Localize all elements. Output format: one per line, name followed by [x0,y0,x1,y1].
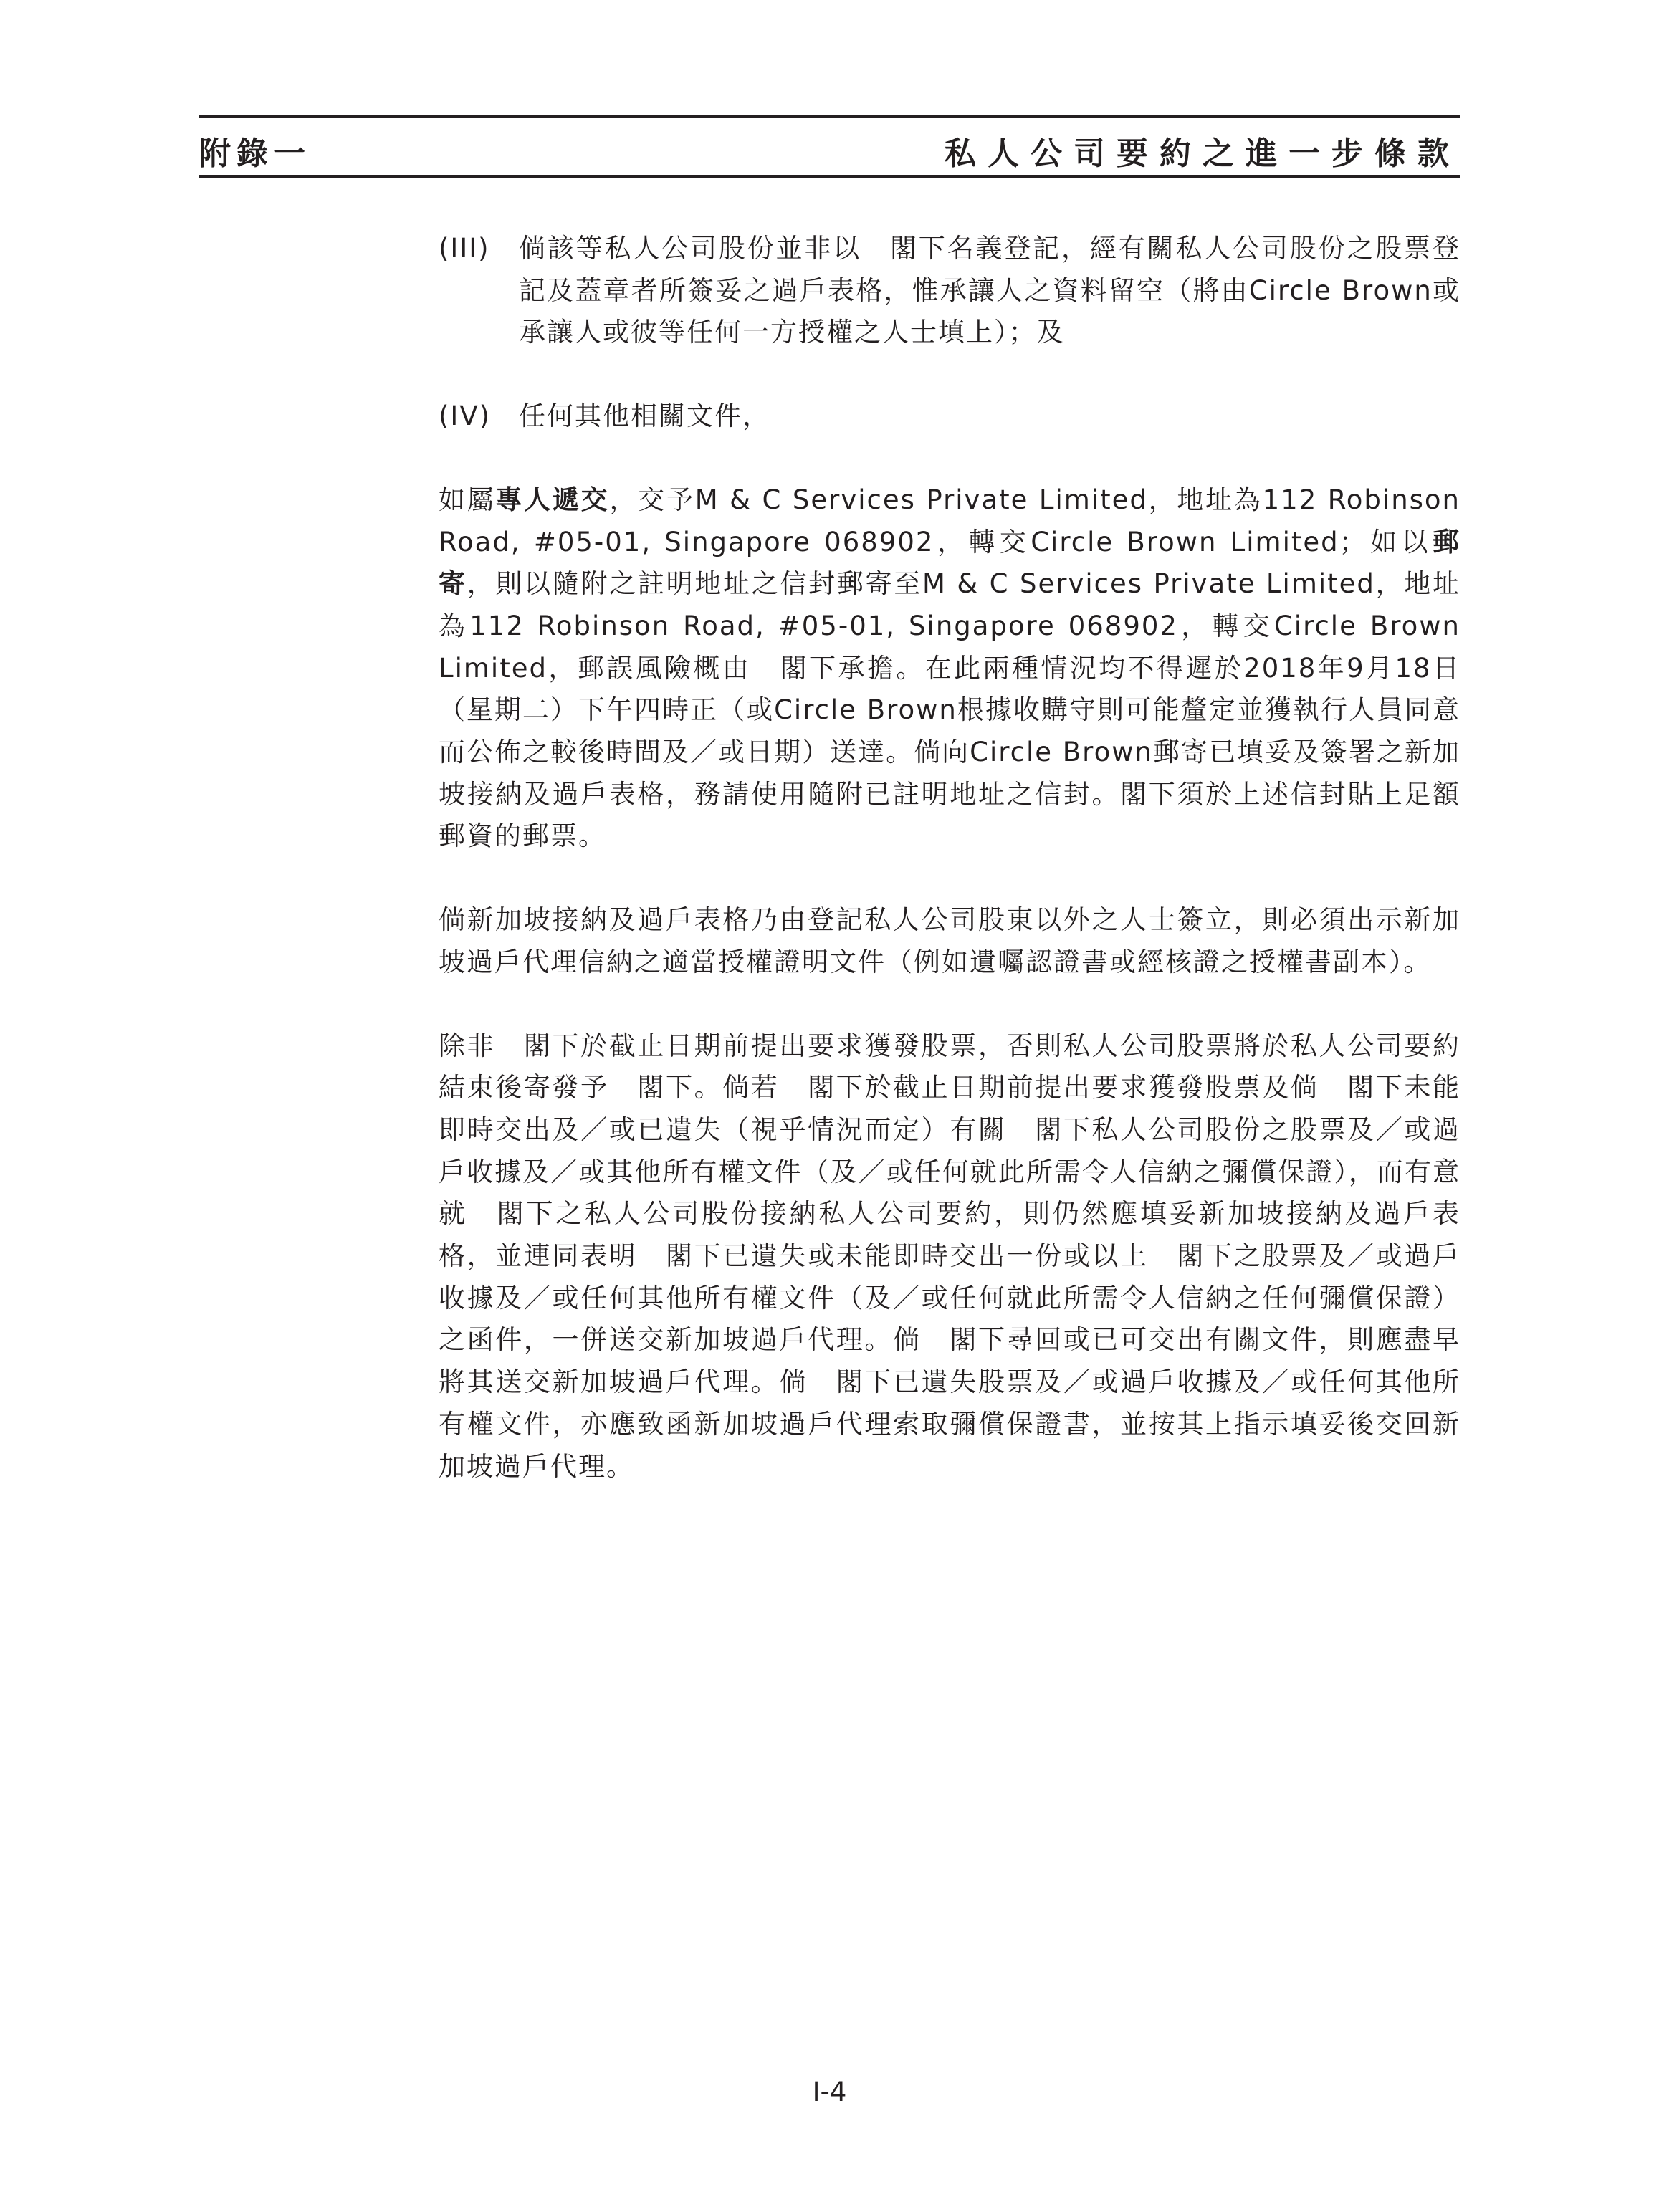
page-header [199,115,1460,178]
list-item [439,396,1460,438]
list-item-number: (III) [439,233,490,264]
bold-term-post: 郵寄 [439,526,1460,600]
authority-paragraph: 倘新加坡接納及過戶表格乃由登記私人公司股東以外之人士簽立，則必須出示新加坡過戶代理信納之適當授權證明文件（例如遺囑認證書或經核證之授權書副本）。 [439,904,1460,977]
bold-term-hand-delivery: 專人遞交 [495,484,610,515]
paragraph-text: ，交予M & C Services Private Limited，地址為112 Robinson Road, #05-01, Singapore 068902，轉交Circle Brown Limited；如以 [439,484,1461,557]
paragraph-text: ，則以隨附之註明地址之信封郵寄至M & C Services Private Limited，地址為112 Robinson Road, #05-01, Singapore 068902，轉交Circle Brown Limited，郵誤風險概由 閣下承擔。在此兩種情況均不得遲於2018年9月18日（星期二）下午四時正（或Circle Brown根據收購守則可能釐定並獲執行人員同意而公佈之較後時間及／或日期）送達。倘向Circle Brown郵寄已填妥及簽署之新加坡接納及過戶表格，務請使用隨附已註明地址之信封。閣下須於上述信封貼上足額郵資的郵票。 [439,568,1461,852]
paragraph-text: 如屬 [439,484,496,515]
share-certificate-paragraph: 除非 閣下於截止日期前提出要求獲發股票，否則私人公司股票將於私人公司要約結束後寄發予 閣下。倘若 閣下於截止日期前提出要求獲發股票及倘 閣下未能即時交出及／或已遺失（視乎情況而定）有關 閣下私人公司股份之股票及／或過戶收據及／或其他所有權文件（及／或任何就此所需令人信納之彌償保證），而有意就 閣下之私人公司股份接納私人公司要約，則仍然應填妥新加坡接納及過戶表格，並連同表明 閣下已遺失或未能即時交出一份或以上 閣下之股票及／或過戶收據及／或任何其他所有權文件（及／或任何就此所需令人信納之任何彌償保證）之函件，一併送交新加坡過戶代理。倘 閣下尋回或已可交出有關文件，則應盡早將其送交新加坡過戶代理。倘 閣下已遺失股票及／或過戶收據及／或任何其他所有權文件，亦應致函新加坡過戶代理索取彌償保證書，並按其上指示填妥後交回新加坡過戶代理。 [439,1030,1460,1482]
list-item [439,228,1460,354]
document-body [439,228,1460,1529]
list-item-text: 倘該等私人公司股份並非以 閣下名義登記，經有關私人公司股份之股票登記及蓋章者所簽妥之過戶表格，惟承讓人之資料留空（將由Circle Brown或承讓人或彼等任何一方授權之人士填上）；及 [519,233,1460,348]
section-title: 私人公司要約之進一步條款 [945,135,1460,172]
appendix-label: 附錄一 [199,135,311,172]
list-item-text: 任何其他相關文件， [519,401,770,432]
list-item-number: (IV) [439,401,492,432]
delivery-paragraph [439,479,1460,858]
page-number: I-4 [812,2077,847,2107]
